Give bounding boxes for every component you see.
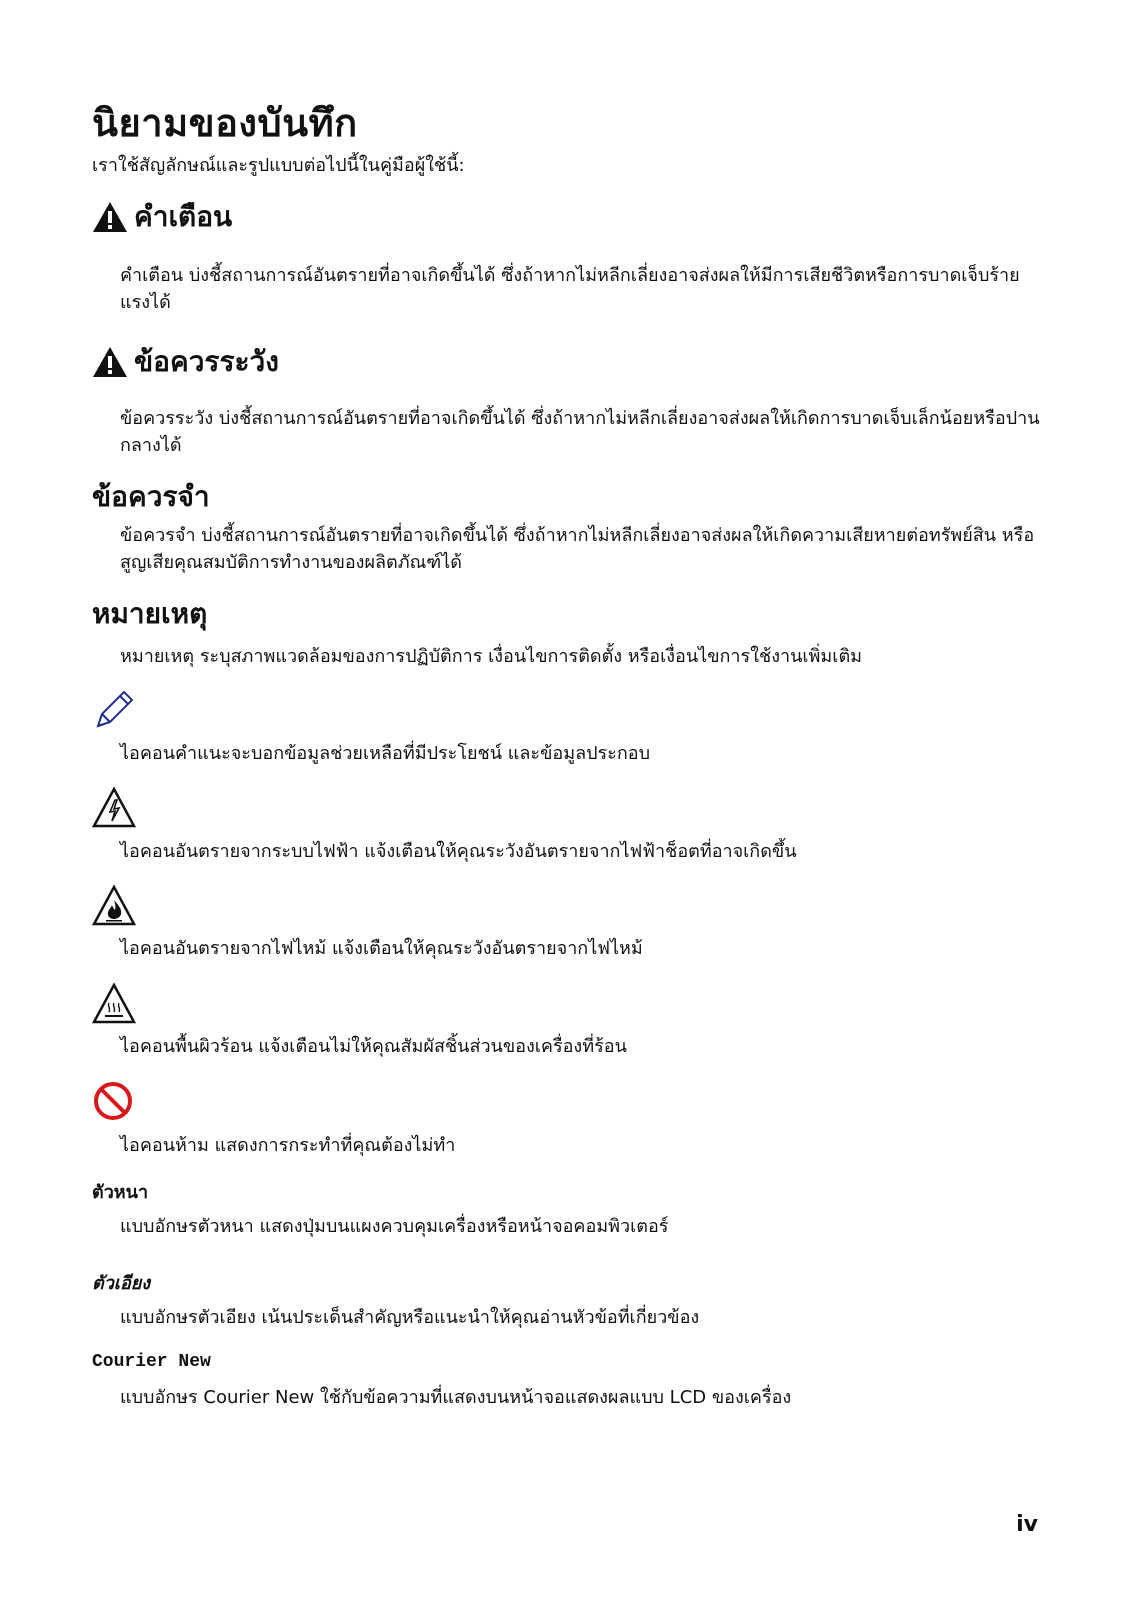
prohibition-description: ไอคอนห้าม แสดงการกระทำที่คุณต้องไม่ทำ [120, 1135, 456, 1156]
caution-heading-label: ข้อควรระวัง [134, 345, 279, 378]
fire-hazard-description: ไอคอนอันตรายจากไฟไหม้ แจ้งเตือนให้คุณระวังอันตรายจากไฟไหม้ [120, 938, 643, 959]
hot-surface-description: ไอคอนพื้นผิวร้อน แจ้งเตือนไม่ให้คุณสัมผัสชิ้นส่วนของเครื่องที่ร้อน [120, 1036, 627, 1057]
page-title: นิยามของบันทึก [92, 101, 358, 145]
warning-heading-label: คำเตือน [134, 200, 233, 233]
important-heading: ข้อควรจำ [92, 480, 210, 513]
courier-style-description: แบบอักษร Courier New ใช้กับข้อความที่แสดงบนหน้าจอแสดงผลแบบ LCD ของเครื่อง [120, 1387, 792, 1408]
note-heading: หมายเหตุ [92, 597, 208, 630]
bold-style-description: แบบอักษรตัวหนา แสดงปุ่มบนแผงควบคุมเครื่องหรือหน้าจอคอมพิวเตอร์ [120, 1216, 669, 1237]
caution-heading [92, 340, 279, 384]
intro-text: เราใช้สัญลักษณ์และรูปแบบต่อไปนี้ในคู่มือผู้ใช้นี้: [92, 155, 465, 176]
page-number: iv [1016, 1512, 1038, 1537]
warning-triangle-icon [92, 201, 128, 233]
warning-heading [92, 195, 232, 239]
warning-triangle-icon [92, 346, 128, 378]
caution-body: ข้อควรระวัง บ่งชี้สถานการณ์อันตรายที่อาจเกิดขึ้นได้ ซึ่งถ้าหากไม่หลีกเลี่ยงอาจส่งผลให้เกิดการบาดเจ็บเล็กน้อยหรือปานกลางได้ [120, 408, 1040, 456]
fire-hazard-icon [92, 884, 136, 928]
electrical-hazard-icon [92, 786, 136, 830]
hot-surface-icon [92, 982, 136, 1026]
electrical-hazard-description: ไอคอนอันตรายจากระบบไฟฟ้า แจ้งเตือนให้คุณระวังอันตรายจากไฟฟ้าช็อตที่อาจเกิดขึ้น [120, 841, 797, 862]
tip-icon-description: ไอคอนคำแนะจะบอกข้อมูลช่วยเหลือที่มีประโยชน์ และข้อมูลประกอบ [120, 743, 650, 764]
pencil-tip-icon [92, 688, 136, 732]
italic-style-label: ตัวเอียง [92, 1273, 151, 1294]
bold-style-label: ตัวหนา [92, 1182, 149, 1203]
italic-style-description: แบบอักษรตัวเอียง เน้นประเด็นสำคัญหรือแนะนำให้คุณอ่านหัวข้อที่เกี่ยวข้อง [120, 1307, 700, 1328]
warning-body: คำเตือน บ่งชี้สถานการณ์อันตรายที่อาจเกิดขึ้นได้ ซึ่งถ้าหากไม่หลีกเลี่ยงอาจส่งผลให้มีการเสียชีวิตหรือการบาดเจ็บร้ายแรงได้ [120, 265, 1020, 313]
courier-style-label: Courier New [92, 1352, 211, 1372]
prohibition-icon [92, 1080, 134, 1122]
important-body: ข้อควรจำ บ่งชี้สถานการณ์อันตรายที่อาจเกิดขึ้นได้ ซึ่งถ้าหากไม่หลีกเลี่ยงอาจส่งผลให้เกิดความเสียหายต่อทรัพย์สิน หรือสูญเสียคุณสมบัติการทำงานของผลิตภัณฑ์ได้ [120, 525, 1035, 573]
note-body: หมายเหตุ ระบุสภาพแวดล้อมของการปฏิบัติการ เงื่อนไขการติดตั้ง หรือเงื่อนไขการใช้งานเพิ่มเติม [120, 646, 862, 667]
